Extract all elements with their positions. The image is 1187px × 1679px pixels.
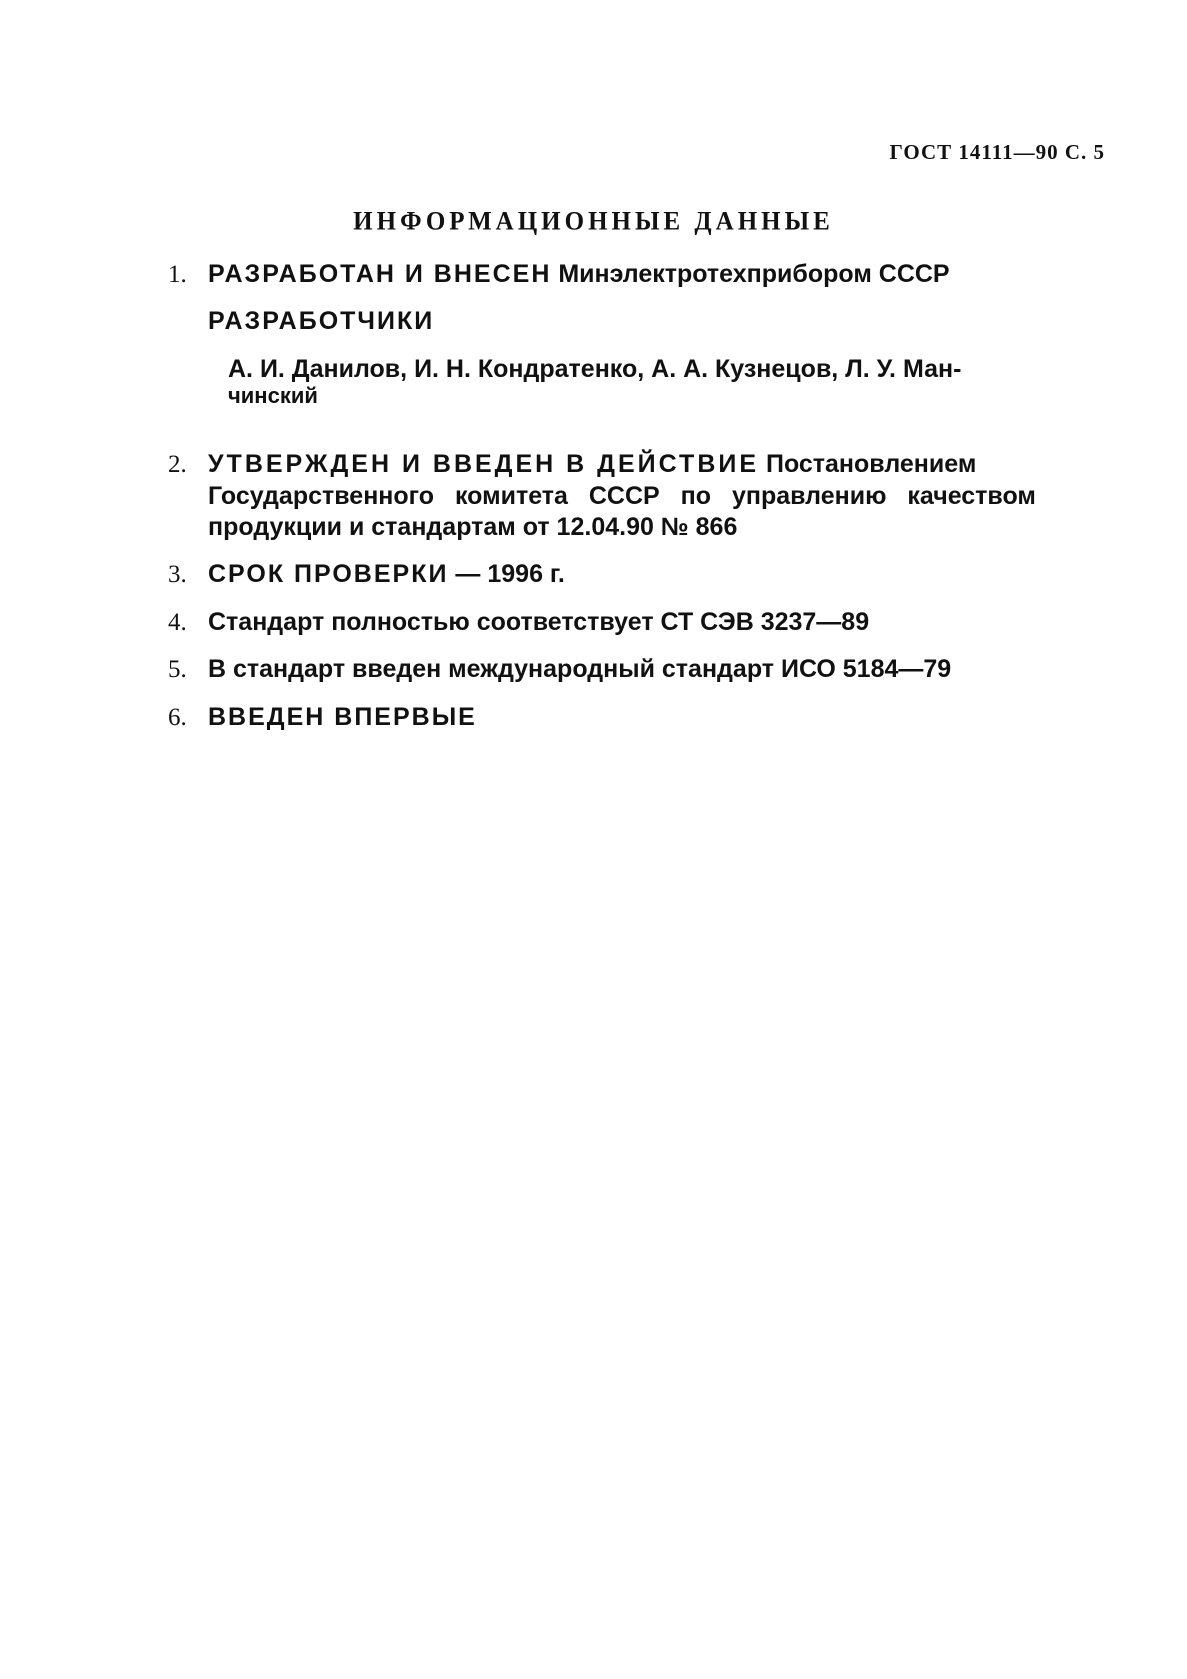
item-2-line-3: продукции и стандартам от 12.04.90 № 866	[208, 513, 738, 541]
item-number: 2.	[168, 451, 187, 478]
item-6	[168, 703, 477, 732]
item-heading: УТВЕРЖДЕН И ВВЕДЕН В ДЕЙСТВИЕ	[208, 450, 760, 478]
developers-line-1: А. И. Данилов, И. Н. Кондратенко, А. А. Кузнецов, Л. У. Ман-	[228, 355, 962, 383]
item-heading: СРОК ПРОВЕРКИ	[208, 560, 449, 588]
item-heading: ВВЕДЕН ВПЕРВЫЕ	[208, 703, 477, 731]
page-title: ИНФОРМАЦИОННЫЕ ДАННЫЕ	[353, 207, 834, 236]
item-2	[168, 450, 976, 479]
item-text: Минэлектротехприбором СССР	[558, 260, 950, 288]
item-2-line-2: Государственного комитета СССР по управлению качеством	[208, 482, 1036, 510]
item-text: В стандарт введен международный стандарт	[208, 655, 775, 683]
item-heading: РАЗРАБОТАН И ВНЕСЕН	[208, 260, 552, 288]
item-text: — 1996 г.	[455, 560, 565, 588]
item-number: 6.	[168, 704, 187, 731]
document-reference: ГОСТ 14111—90 С. 5	[889, 140, 1105, 164]
developers-heading	[208, 307, 434, 336]
developers-line-2: чинский	[228, 383, 318, 408]
item-number: 3.	[168, 561, 187, 588]
sub-heading: РАЗРАБОТЧИКИ	[208, 307, 435, 335]
item-3	[168, 560, 565, 589]
item-4	[168, 608, 869, 637]
item-5	[168, 655, 951, 684]
item-text: Стандарт полностью соответствует	[208, 608, 654, 636]
item-text: Постановлением	[765, 450, 977, 478]
item-1	[168, 260, 950, 289]
item-ref: ИСО 5184—79	[780, 655, 952, 683]
item-number: 4.	[168, 609, 187, 636]
item-ref: СТ СЭВ 3237—89	[660, 608, 870, 636]
item-number: 1.	[168, 261, 187, 288]
item-number: 5.	[168, 656, 187, 683]
